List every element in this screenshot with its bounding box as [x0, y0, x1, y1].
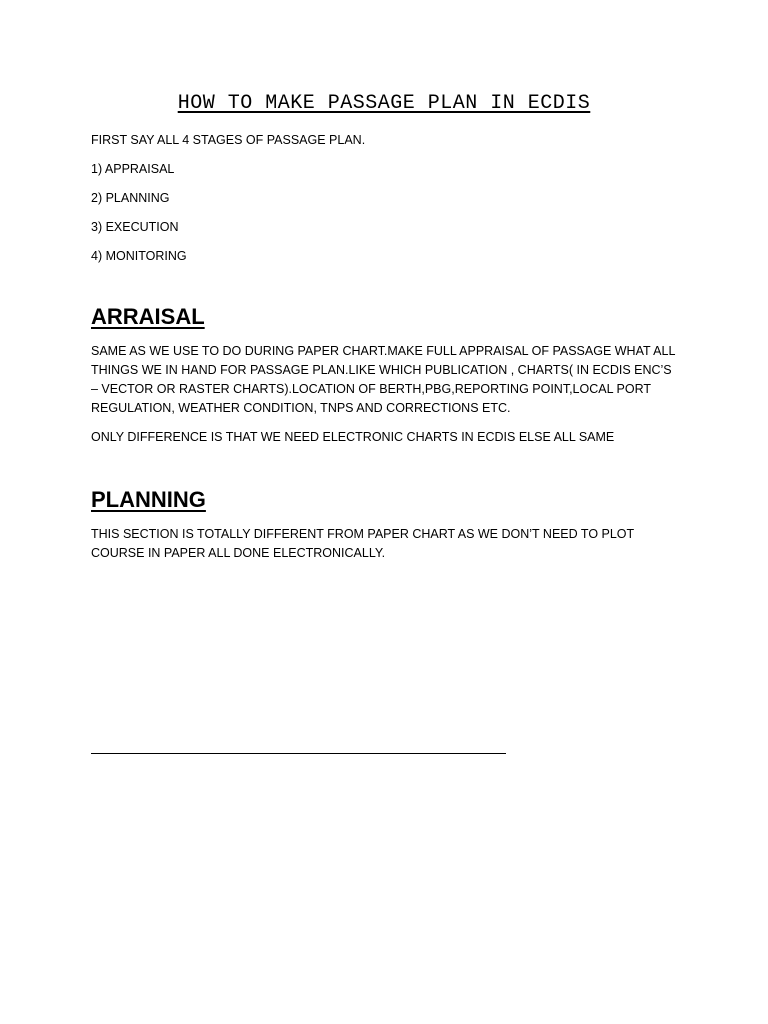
stage-item-monitoring: 4) MONITORING — [91, 249, 187, 263]
stage-item-appraisal: 1) APPRAISAL — [91, 162, 175, 176]
document-title: HOW TO MAKE PASSAGE PLAN IN ECDIS — [177, 92, 591, 115]
section-planning — [91, 487, 681, 563]
section-heading-appraisal: ARRAISAL — [91, 304, 205, 329]
planning-paragraph-1: THIS SECTION IS TOTALLY DIFFERENT FROM PAPER CHART AS WE DON’T NEED TO PLOT COURSE IN PAPER ALL DONE ELECTRONICALLY. — [91, 527, 634, 560]
appraisal-paragraph-1: SAME AS WE USE TO DO DURING PAPER CHART.MAKE FULL APPRAISAL OF PASSAGE WHAT ALL THINGS WE IN HAND FOR PASSAGE PLAN.LIKE WHICH PUBLICATION , CHARTS( IN ECDIS ENC’S – VECTOR OR RASTER CHARTS).LOCATION OF BERTH,PBG,REPORTING POINT,LOCAL PORT REGULATION, WEATHER CONDITION, TNPS AND CORRECTIONS ETC. — [91, 344, 675, 415]
appraisal-paragraph-2: ONLY DIFFERENCE IS THAT WE NEED ELECTRONIC CHARTS IN ECDIS ELSE ALL SAME — [91, 430, 615, 444]
document-body — [91, 131, 681, 573]
footnote-separator-line — [91, 753, 506, 754]
stage-item-execution: 3) EXECUTION — [91, 220, 179, 234]
stage-item-planning: 2) PLANNING — [91, 191, 170, 205]
stages-list — [91, 160, 681, 266]
section-heading-planning: PLANNING — [91, 487, 206, 512]
section-appraisal — [91, 304, 681, 447]
intro-text: FIRST SAY ALL 4 STAGES OF PASSAGE PLAN. — [91, 133, 366, 147]
